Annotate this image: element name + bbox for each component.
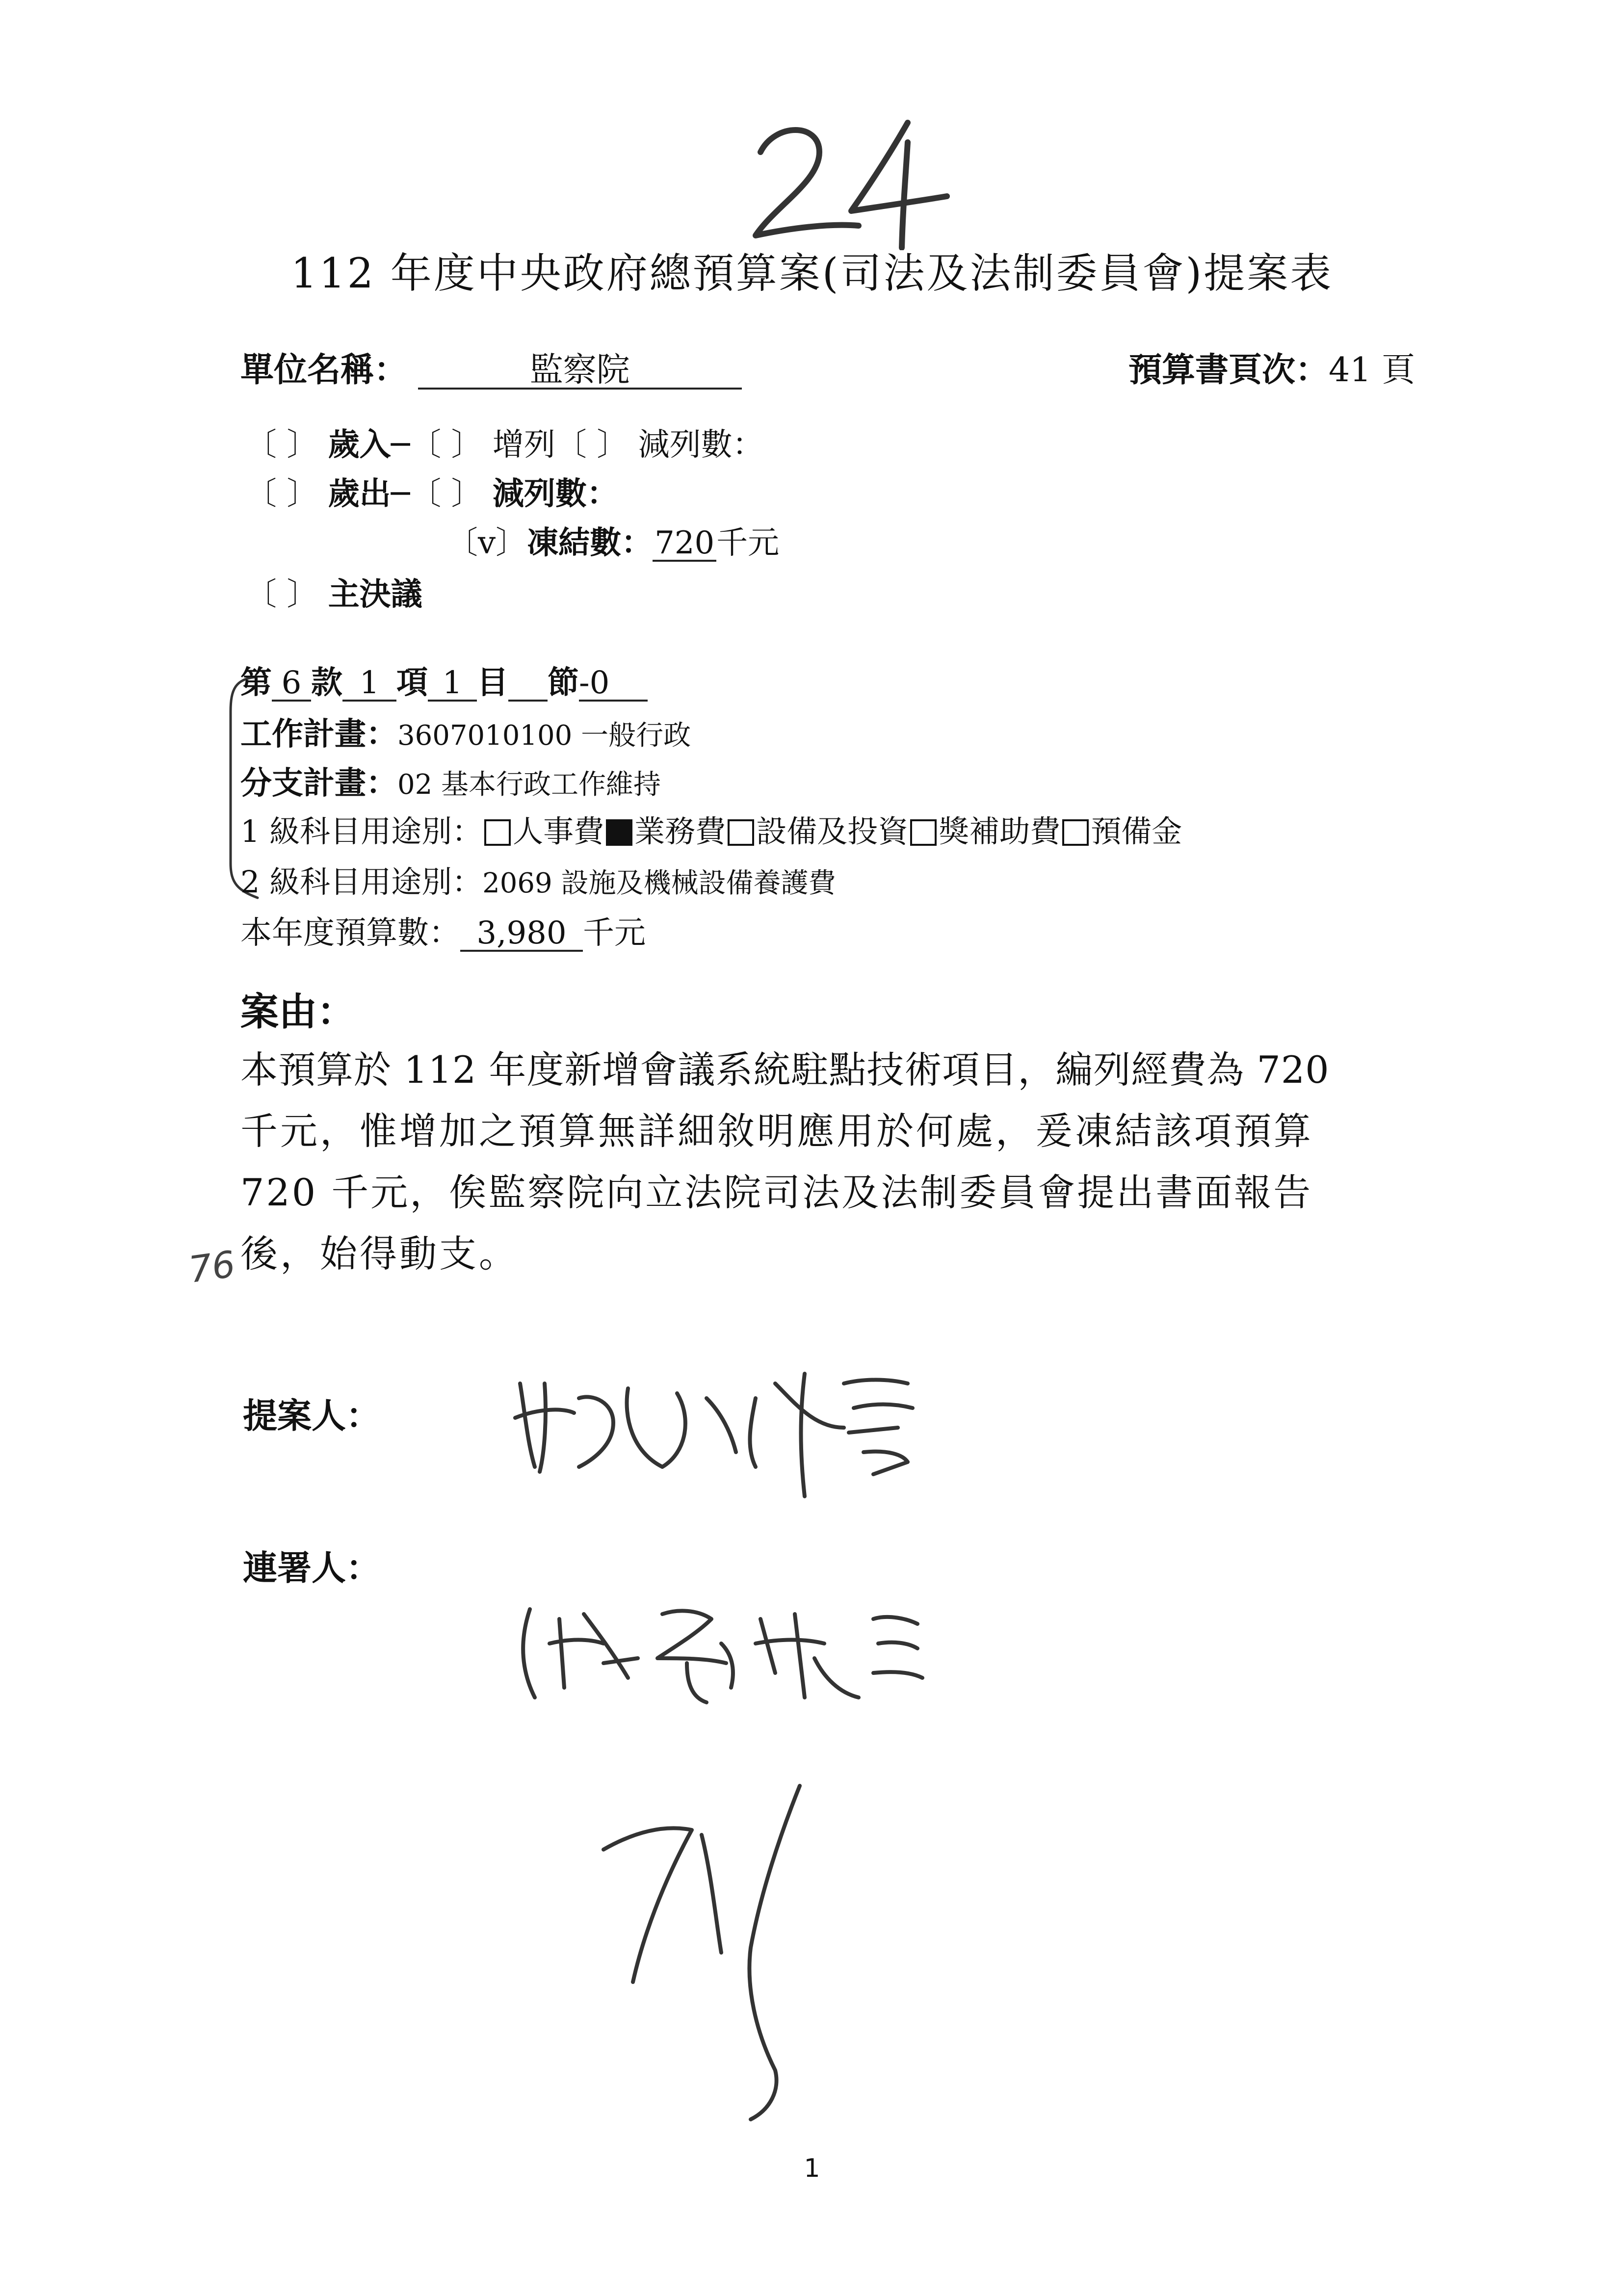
mu-label: 目: [477, 664, 508, 701]
cosigner-signature-2: [589, 1776, 844, 2129]
option-resolution: [245, 569, 422, 614]
handwritten-number: [746, 113, 952, 250]
resolution-bracket: 〔 〕: [245, 576, 318, 613]
option-subsidies: 獎補助費: [939, 813, 1061, 849]
kuan-label: 款: [311, 664, 342, 701]
jie-label: 節: [548, 664, 579, 701]
checkbox-equipment: [728, 819, 754, 846]
reason-line-3: 720 千元，俟監察院向立法院司法及法制委員會提出書面報告: [240, 1171, 1313, 1214]
cosigner-label: 連署人：: [243, 1547, 380, 1588]
unit-value: 監察院: [418, 353, 742, 390]
expenditure-cut-label: 減列數：: [492, 475, 618, 512]
revenue-increase-label: 增列: [492, 427, 555, 463]
revenue-decrease-label: 減列數：: [638, 427, 764, 463]
option-operations: 業務費: [634, 813, 726, 849]
checkbox-reserve: [1062, 819, 1089, 846]
budget-page-row: [1128, 343, 1415, 391]
reason-line-2: 千元，惟增加之預算無詳細敘明應用於何處，爰凍結該項預算: [240, 1109, 1313, 1153]
revenue-label: 歲入: [328, 426, 391, 463]
branch-plan-label: 分支計畫：: [240, 765, 397, 802]
resolution-label: 主決議: [328, 576, 422, 613]
unit-row: [240, 343, 742, 391]
checkbox-subsidies: [910, 819, 937, 846]
page-number: 1: [804, 2154, 820, 2183]
revenue-dash: ─: [391, 427, 410, 463]
work-plan-value: 3607010100 一般行政: [397, 720, 691, 752]
budget-page-label: 預算書頁次：: [1128, 350, 1329, 390]
freeze-bracket: 〔v〕: [446, 525, 527, 561]
work-plan-label: 工作計畫：: [240, 716, 397, 753]
margin-note: 76: [186, 1243, 238, 1292]
budget-item-line: [240, 657, 648, 703]
expenditure-cut-bracket: 〔 〕: [410, 476, 483, 512]
budget-amount-row: [240, 908, 646, 953]
reason-line-4: 後，始得動支。: [240, 1232, 519, 1276]
cosigner-signature-1: [500, 1585, 942, 1712]
checkbox-operations: [606, 819, 632, 846]
option-equipment: 設備及投資: [756, 813, 909, 849]
xiang-label: 項: [396, 664, 428, 701]
xiang-value: 1: [342, 667, 396, 702]
checkbox-personnel: [484, 819, 511, 846]
revenue-bracket: 〔 〕: [245, 427, 318, 463]
proposer-label: 提案人：: [243, 1395, 380, 1436]
expenditure-bracket: 〔 〕: [245, 476, 318, 512]
expenditure-label: 歲出: [328, 475, 391, 512]
freeze-label: 凍結數：: [527, 524, 653, 561]
budget-page-unit: 頁: [1382, 351, 1415, 390]
option-reserve: 預備金: [1091, 813, 1182, 849]
option-revenue: [245, 419, 764, 465]
option-expenditure: [245, 469, 618, 514]
jie-blank: [508, 667, 548, 702]
kuan-prefix: 第: [240, 664, 272, 701]
budget-page-value: 41: [1329, 351, 1371, 390]
branch-plan-value: 02 基本行政工作維持: [397, 769, 661, 801]
revenue-increase-bracket: 〔 〕: [410, 427, 483, 463]
form-title: 112 年度中央政府總預算案(司法及法制委員會)提案表: [290, 249, 1334, 297]
level2-row: [240, 858, 836, 901]
level1-row: [240, 807, 1182, 851]
option-freeze: [446, 518, 779, 563]
budget-amount-value: 3,980: [460, 917, 583, 952]
reason-heading: 案由：: [240, 990, 356, 1034]
work-plan-row: [240, 709, 691, 754]
jie-value: -0: [579, 667, 648, 702]
unit-label: 單位名稱：: [240, 350, 408, 390]
option-personnel: 人事費: [513, 813, 604, 849]
proposer-signature: [500, 1354, 942, 1501]
kuan-value: 6: [272, 667, 311, 702]
freeze-unit: 千元: [716, 525, 780, 561]
branch-plan-row: [240, 758, 661, 803]
level1-label: 1 級科目用途別：: [240, 813, 483, 849]
mu-value: 1: [428, 667, 477, 702]
budget-amount-unit: 千元: [583, 915, 646, 951]
reason-line-1: 本預算於 112 年度新增會議系統駐點技術項目，編列經費為 720: [240, 1048, 1330, 1092]
level2-label: 2 級科目用途別：: [240, 864, 483, 900]
level2-value: 2069 設施及機械設備養護費: [482, 867, 836, 899]
revenue-decrease-bracket: 〔 〕: [555, 427, 629, 463]
budget-amount-label: 本年度預算數：: [240, 915, 460, 951]
expenditure-dash: ─: [391, 476, 410, 512]
freeze-amount: 720: [653, 527, 716, 562]
